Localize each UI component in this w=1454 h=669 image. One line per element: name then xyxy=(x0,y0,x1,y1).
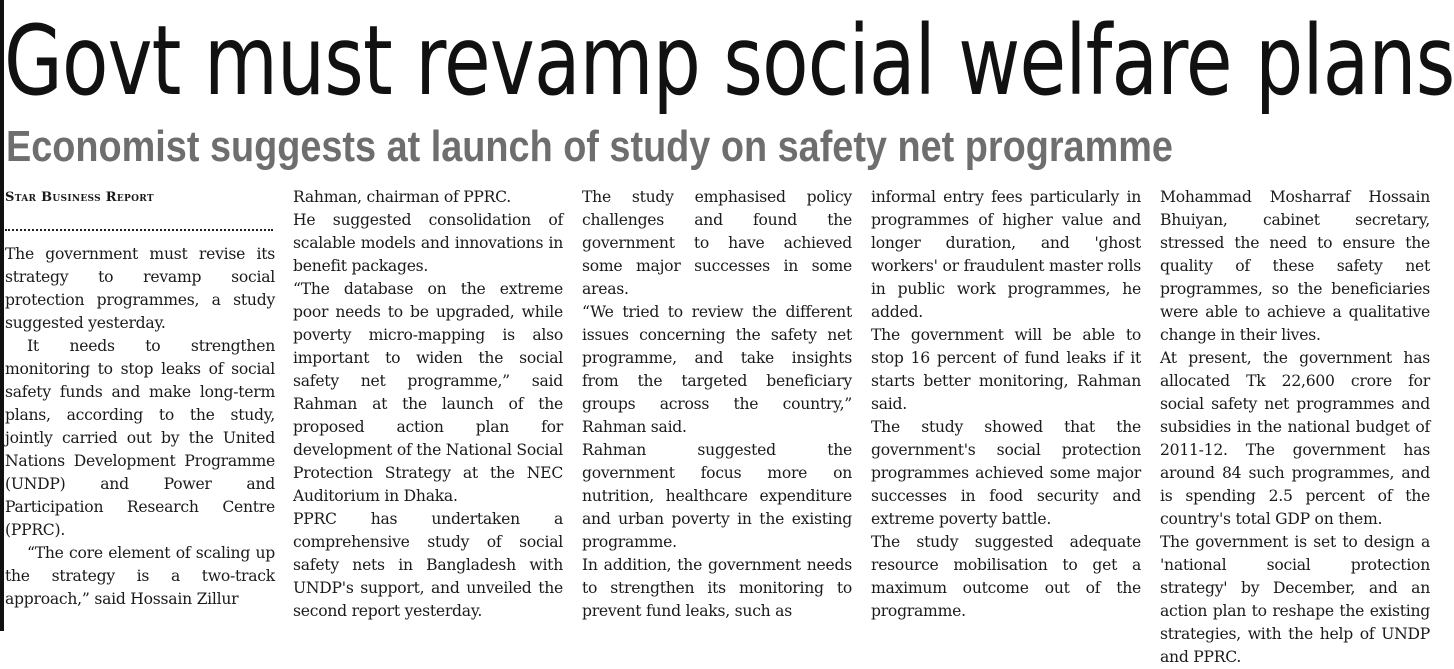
paragraph-continued: The study showed that the government's social protection programmes achieved some major successes in food security and extreme poverty battle. xyxy=(871,418,1141,528)
paragraph: “The core element of scaling up the strategy is a two-track approach,” said Hossain Zillur xyxy=(5,544,275,608)
paragraph-continued: He suggested consolidation of scalable models and innovations in benefit packages. xyxy=(293,211,563,275)
byline: Star Business Report xyxy=(5,190,154,205)
paragraph-continued: The government is set to design a 'national social protection strategy' by December, and an action plan to reshape the existing strategies, with the help of UNDP and PPRC. xyxy=(1160,533,1430,666)
paragraph-continued: PPRC has undertaken a comprehensive study of social safety nets in Bangladesh with UNDP's support, and unveiled the second report yesterday. xyxy=(293,510,563,620)
paragraph-continued: informal entry fees particularly in programmes of higher value and longer duration, and 'ghost workers' or fraudulent master rolls in public work programmes, he added. xyxy=(871,188,1141,321)
byline-divider xyxy=(5,217,273,231)
paragraph: It needs to strengthen monitoring to stop leaks of social safety funds and make long-term plans, according to the study, jointly carried out by the United Nations Development Programme (UNDP) and Power and Participation Research Centre (PPRC). xyxy=(5,337,275,539)
column-3 xyxy=(582,186,852,631)
paragraph-continued: “The database on the extreme poor needs to be upgraded, while poverty micro-mapping is also important to widen the social safety net programme,” said Rahman at the launch of the proposed action plan for development of the National Social Protection Strategy at the NEC Auditorium in Dhaka. xyxy=(293,280,563,505)
subheadline: Economist suggests at launch of study on safety net programme xyxy=(6,122,1173,171)
paragraph-continued: The study suggested adequate resource mobilisation to get a maximum outcome out of the programme. xyxy=(871,533,1141,620)
column-1 xyxy=(5,186,275,631)
paragraph-continued: Rahman suggested the government focus more on nutrition, healthcare expenditure and urban poverty in the existing programme. xyxy=(582,441,852,551)
column-5 xyxy=(1160,186,1430,666)
paragraph-continued: “We tried to review the different issues concerning the safety net programme, and take insights from the targeted beneficiary groups across the country,” Rahman said. xyxy=(582,303,852,436)
paragraph: The government must revise its strategy to revamp social protection programmes, a study suggested yesterday. xyxy=(5,245,275,332)
column-2 xyxy=(293,186,563,631)
paragraph-continued: At present, the government has allocated Tk 22,600 crore for social safety net programmes and subsidies in the national budget of 2011-12. The government has around 84 such programmes, and is spending 2.5 percent of the country's total GDP on them. xyxy=(1160,349,1430,528)
paragraph-continued: In addition, the government needs to strengthen its monitoring to prevent fund leaks, such as xyxy=(582,556,852,620)
column-4 xyxy=(871,186,1141,631)
paragraph-continued: Mohammad Mosharraf Hossain Bhuiyan, cabinet secretary, stressed the need to ensure the quality of these safety net programmes, so the beneficiaries were able to achieve a qualitative change in their lives. xyxy=(1160,188,1430,344)
paragraph-continued: The government will be able to stop 16 percent of fund leaks if it starts better monitoring, Rahman said. xyxy=(871,326,1141,413)
article-columns xyxy=(5,186,1430,666)
paragraph-continued: The study emphasised policy challenges and found the government to have achieved some major successes in some areas. xyxy=(582,188,852,298)
paragraph-continued: Rahman, chairman of PPRC. xyxy=(293,188,512,206)
headline: Govt must revamp social welfare plans xyxy=(4,5,1454,117)
